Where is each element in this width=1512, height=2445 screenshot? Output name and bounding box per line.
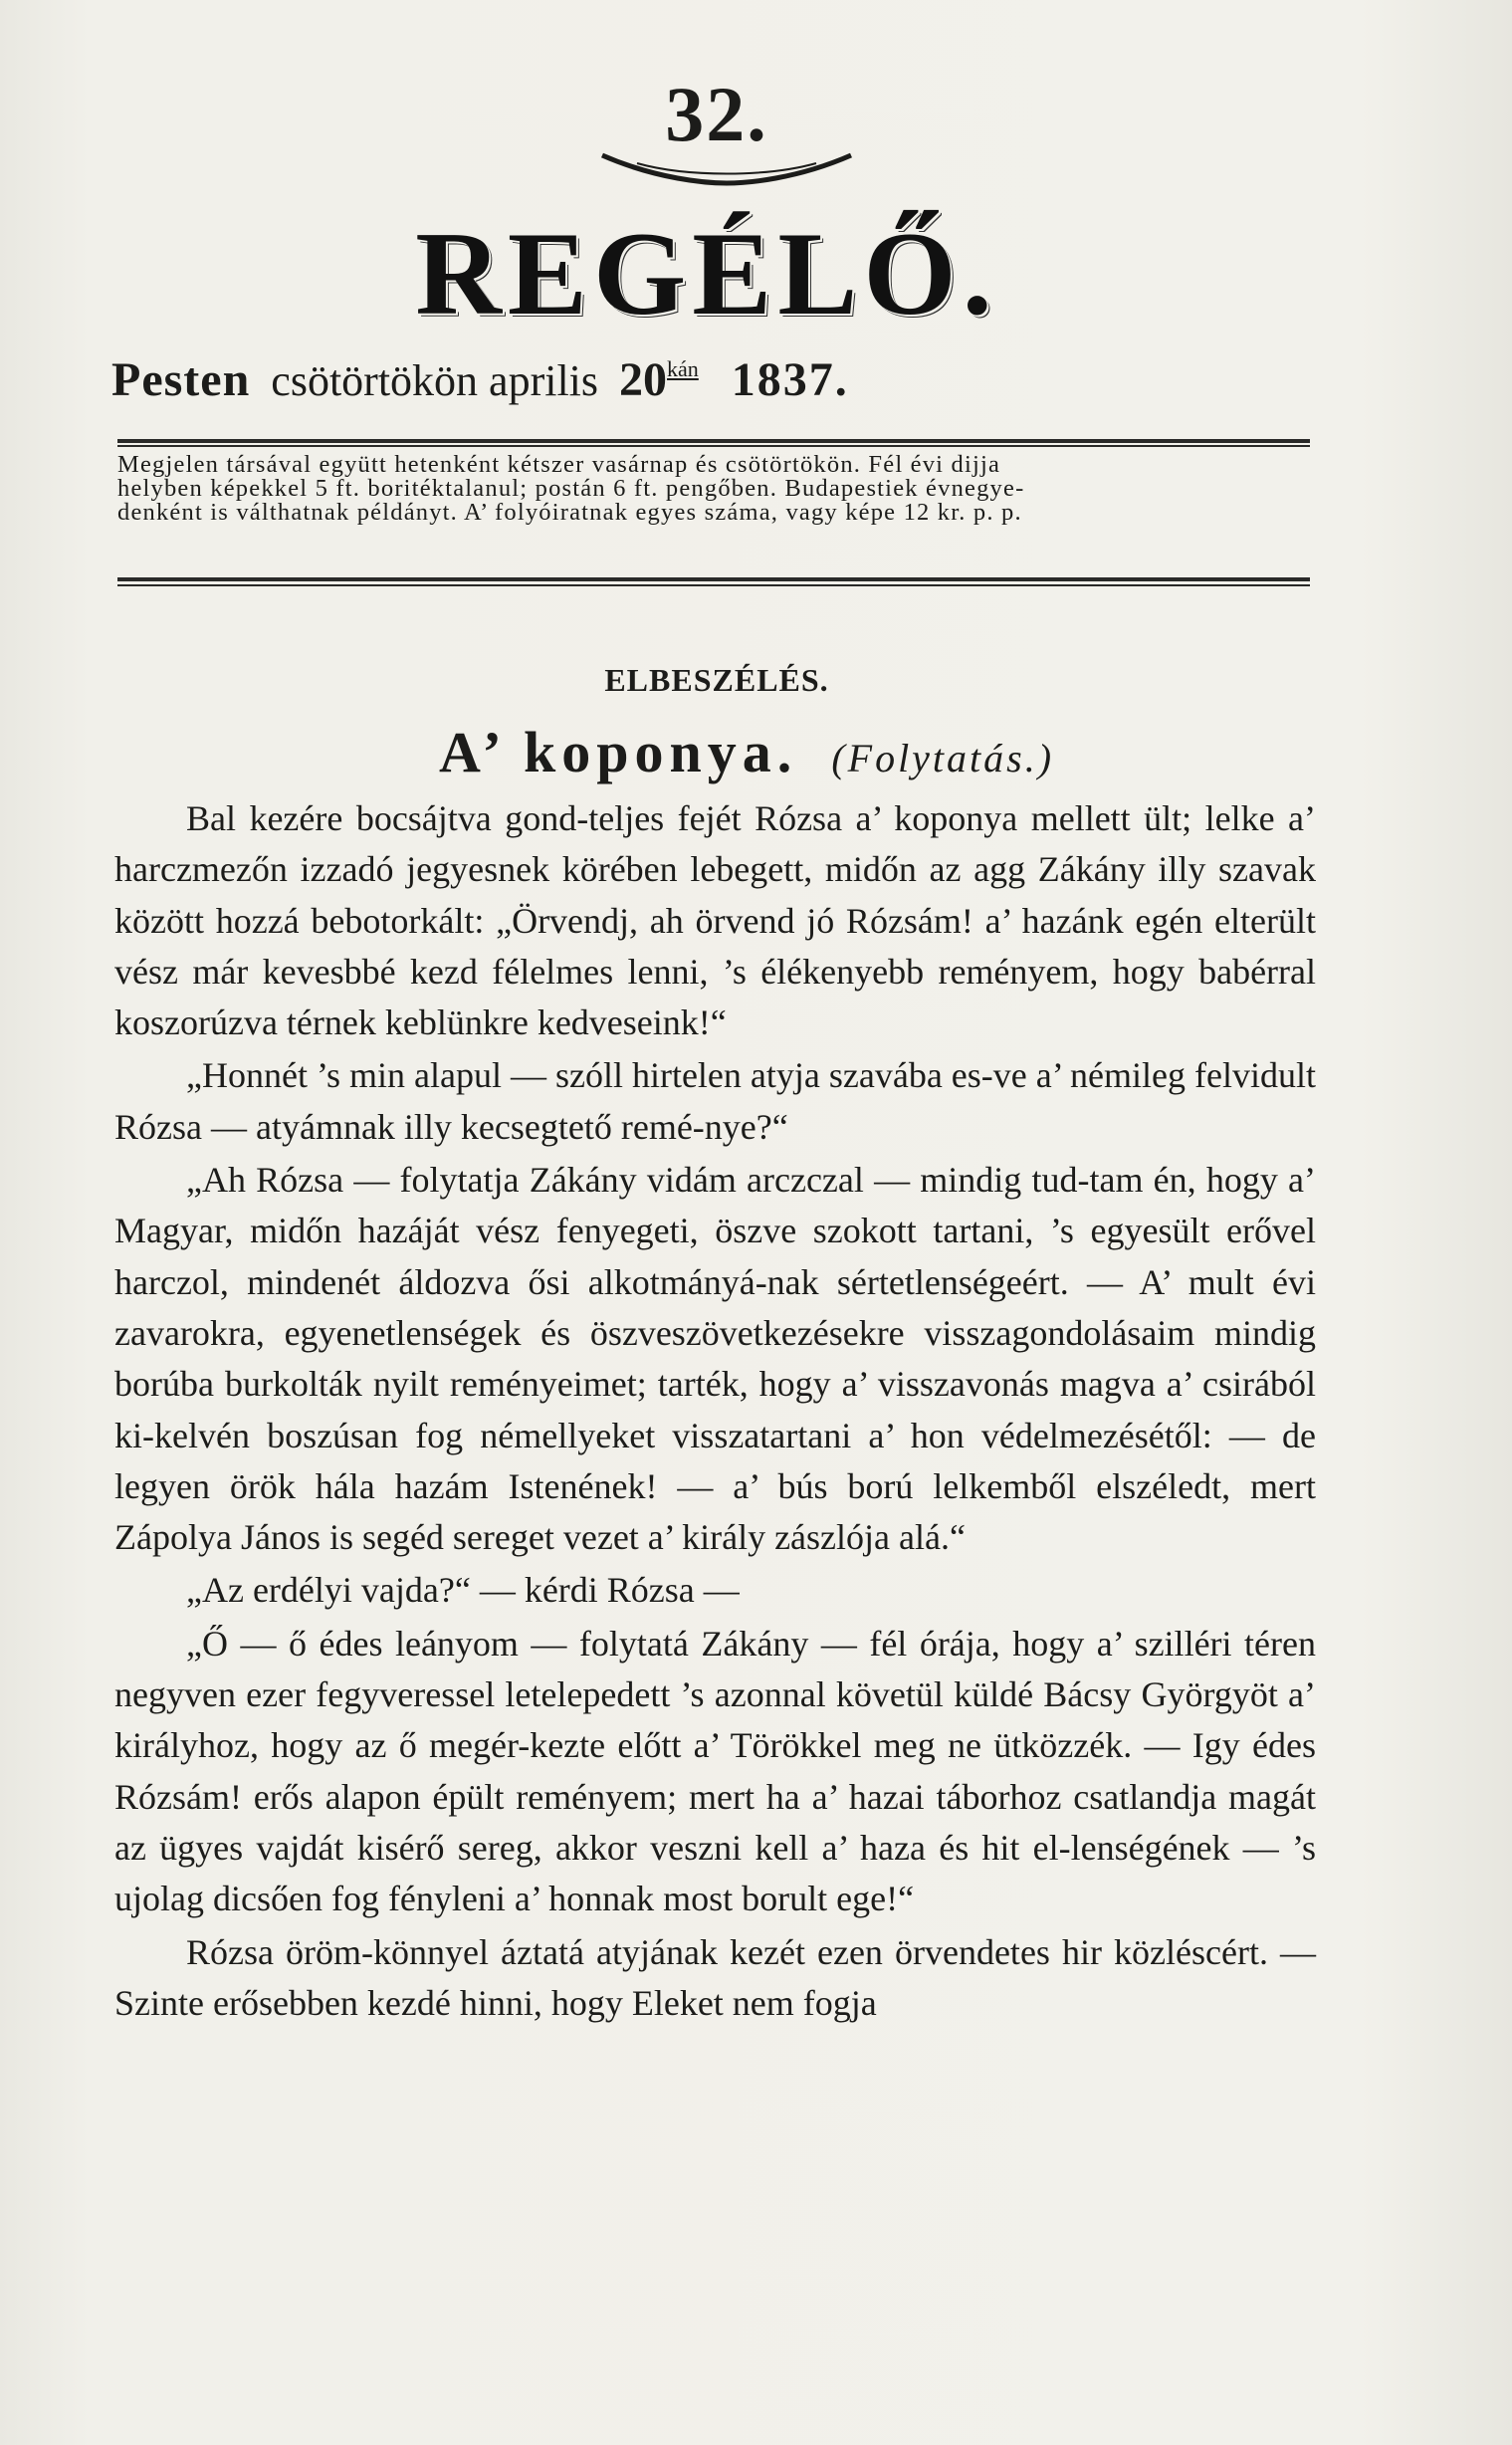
dateline-place: Pesten (111, 353, 251, 406)
paragraph: Bal kezére bocsájtva gond-teljes fejét Rózsa a’ koponya mellett ült; lelke a’ harczmezőn izzadó jegyesnek körében lebegett, midőn az agg Zákány illy szavak között hozzá bebotorkált: „Örvendj, ah örvend jó Rózsám! a’ hazánk egén elterült vész már kevesbbé kezd félelmes lenni, ’s élékenyebb reményem, hogy babérral koszorúzva térnek keblünkre kedveseink!“ (114, 798, 1316, 1043)
dateline-year: 1837. (731, 353, 849, 406)
header-rule-top-thin (117, 445, 1310, 447)
article-body (114, 793, 1316, 2031)
ornament-flourish (597, 149, 856, 189)
header-rule-top (117, 439, 1310, 443)
paragraph: „Az erdélyi vajda?“ — kérdi Rózsa — (186, 1570, 740, 1611)
subscription-notice (117, 453, 1312, 525)
article-subtitle: (Folytatás.) (831, 736, 1055, 780)
notice-line: helyben képekkel 5 ft. boritéktalanul; postán 6 ft. pengőben. Budapestiek évnegye- (117, 475, 1025, 502)
paragraph: „Ő — ő édes leányom — folytatá Zákány — fél órája, hogy a’ szilléri téren negyven ezer fegyveressel letelepedett ’s azonnal követül küldé Bácsy Györgyöt a’ királyhoz, hogy az ő megér-kezte előtt a’ Törökkel meg ne ütközzék. — Igy édes Rózsám! erős alapon épült reményem; mert ha a’ hazai táborhoz csatlandja magát az ügyes vajdát kisérő sereg, akkor veszni kell a’ haza és hit el-lenségének — ’s ujolag dicsően fog fényleni a’ honnak most borult ege!“ (114, 1623, 1316, 1919)
paragraph: „Honnét ’s min alapul — szóll hirtelen atyja szavába es-ve a’ némileg felvidult Rózsa — atyámnak illy kecsegtető remé-nye?“ (114, 1055, 1316, 1147)
notice-line: denként is válthatnak példányt. A’ folyóiratnak egyes száma, vagy képe 12 kr. p. p. (117, 499, 1022, 526)
paragraph: Rózsa öröm-könnyel áztatá atyjának kezét ezen örvendetes hir közléscért. — Szinte erősebben kezdé hinni, hogy Eleket nem fogja (114, 1931, 1316, 2023)
paragraph: „Ah Rózsa — folytatja Zákány vidám arczczal — mindig tud-tam én, hogy a’ Magyar, midőn hazáját vész fenyegeti, öszve szokott tartani, ’s egyesült erővel harczol, mindenét áldozva ősi alkotmányá-nak sértetlenségeért. — A’ mult évi zavarokra, egyenetlenségek és öszveszövetkezésekre visszagondolásaim mindig borúba burkolták nyilt reményeimet; tarték, hogy a’ visszavonás magva a’ csirából ki-kelvén boszúsan fog némellyeket visszatartani a’ hon védelmezésétől: — de legyen örök hála hazám Istenének! — a’ bús ború lelkemből elszéledt, mert Zápolya János is segéd sereget vezet a’ király zászlója alá.“ (114, 1160, 1316, 1558)
article-title: A’ koponya. (438, 720, 798, 784)
header-rule-bottom-thin (117, 584, 1310, 586)
article-heading (299, 719, 1194, 785)
notice-line: Megjelen társával együtt hetenként kétszer vasárnap és csötörtökön. Fél évi dijja (117, 451, 1001, 478)
dateline (111, 353, 1306, 406)
masthead-title: REGÉLŐ. (415, 207, 998, 339)
section-label: ELBESZÉLÉS. (604, 662, 829, 698)
header-rule-bottom (117, 577, 1310, 581)
dateline-date-suffix: kán (667, 356, 699, 381)
show-through-mark (1374, 88, 1382, 121)
dateline-date: 20 (619, 353, 668, 406)
issue-number: 32. (665, 71, 768, 157)
dateline-day: csötörtökön aprilis (271, 356, 599, 405)
